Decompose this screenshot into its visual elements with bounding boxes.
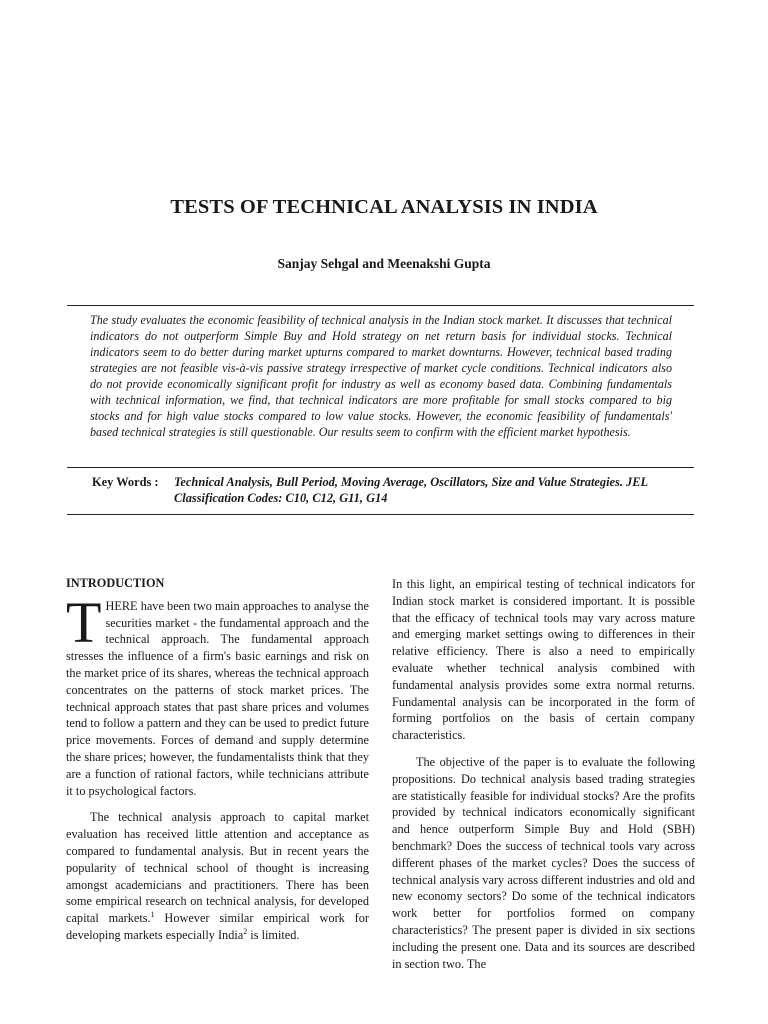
paragraph-2-part-b: However similar empirical work for developing markets especially India: [66, 911, 369, 942]
footnote-ref-1[interactable]: 1: [150, 910, 155, 920]
abstract-bottom-rule: [67, 467, 694, 468]
abstract: The study evaluates the economic feasibility of technical analysis in the Indian stock market. It discusses that technical indicators do not outperform Simple Buy and Hold strategy on net return basis for individual stocks. Technical indicators seem to do better during market upturns compared to market downturns. However, technical based trading strategies are not feasible vis-à-vis passive strategy irrespective of market cycle conditions. Technical indicators also do not provide economically significant profit for industry as well as economy based data. Combining fundamentals with technical information, we find, that technical indicators are more profitable for small stocks compared to big stocks and for high value stocks compared to low value stocks. However, the economic feasibility of fundamentals' based technical strategies is still questionable. Our results seem to confirm with the efficient market hypothesis.: [90, 313, 672, 439]
intro-paragraph-1-text: HERE have been two main approaches to analyse the securities market - the fundamental approach and the technical approach. The fundamental approach stresses the influence of a firm's basic earnings and risk on the market price of its shares, whereas the technical approach concentrates on the patterns of stock market prices. The technical approach states that past share prices and volumes tend to follow a pattern and they can be used to predict future price movements. Forces of demand and supply determine the share prices; however, the fundamentalists think that they are a function of rational factors, while technicians attribute it to psychological factors.: [66, 598, 369, 798]
abstract-top-rule: [67, 305, 694, 306]
section-heading-introduction: INTRODUCTION: [66, 576, 165, 590]
keywords-bottom-rule: [67, 514, 694, 515]
paper-authors: Sanjay Sehgal and Meenakshi Gupta: [277, 256, 491, 271]
intro-paragraph-4: The objective of the paper is to evaluate the following propositions. Do technical analysis based trading strategies are statistically feasible for individual stocks? Are the profits provided by technical indicators economically significant and hence outperform Simple Buy and Hold (SBH) benchmark? Does the success of technical tools vary across different phases of the market cycles? Does the success of technical analysis vary across different industries and old and new economy sectors? Do some of the technical indicators work better for portfolios formed on company characteristics? The present paper is divided in six sections including the present one. Data and its sources are described in section two. The: [392, 754, 695, 971]
paragraph-2-part-c: is limited.: [247, 927, 300, 942]
paragraph-2-part-a: The technical analysis approach to capital market evaluation has received little attention and acceptance as compared to fundamental analysis. But in recent years the popularity of technical school of thought is increasing amongst academicians and practitioners. There has been some empirical research on technical analysis, for developed capital markets.: [66, 810, 369, 926]
intro-paragraph-1: [66, 589, 369, 800]
keywords-text: Technical Analysis, Bull Period, Moving Average, Oscillators, Size and Value Strategies. JEL Classification Codes: C10, C12, G11, G14: [174, 475, 648, 505]
drop-cap: T: [66, 589, 102, 655]
footnote-ref-2[interactable]: 2: [243, 926, 248, 936]
right-column: [392, 576, 695, 972]
keywords-block: [92, 474, 652, 506]
intro-paragraph-3: In this light, an empirical testing of technical indicators for Indian stock market is considered important. It is possible that the efficacy of technical tools may vary across mature and emerging market settings owing to differences in their relative efficiency. There is also a need to empirically evaluate whether technical analysis combined with fundamental analysis provides some extra normal returns. Fundamental analysis can be incorporated in the form of forming portfolios on the basis of certain company characteristics.: [392, 577, 695, 743]
intro-paragraph-2: [66, 809, 369, 943]
left-column: [66, 575, 369, 944]
paper-title: TESTS OF TECHNICAL ANALYSIS IN INDIA: [170, 196, 598, 218]
keywords-label: Key Words :: [92, 475, 159, 489]
